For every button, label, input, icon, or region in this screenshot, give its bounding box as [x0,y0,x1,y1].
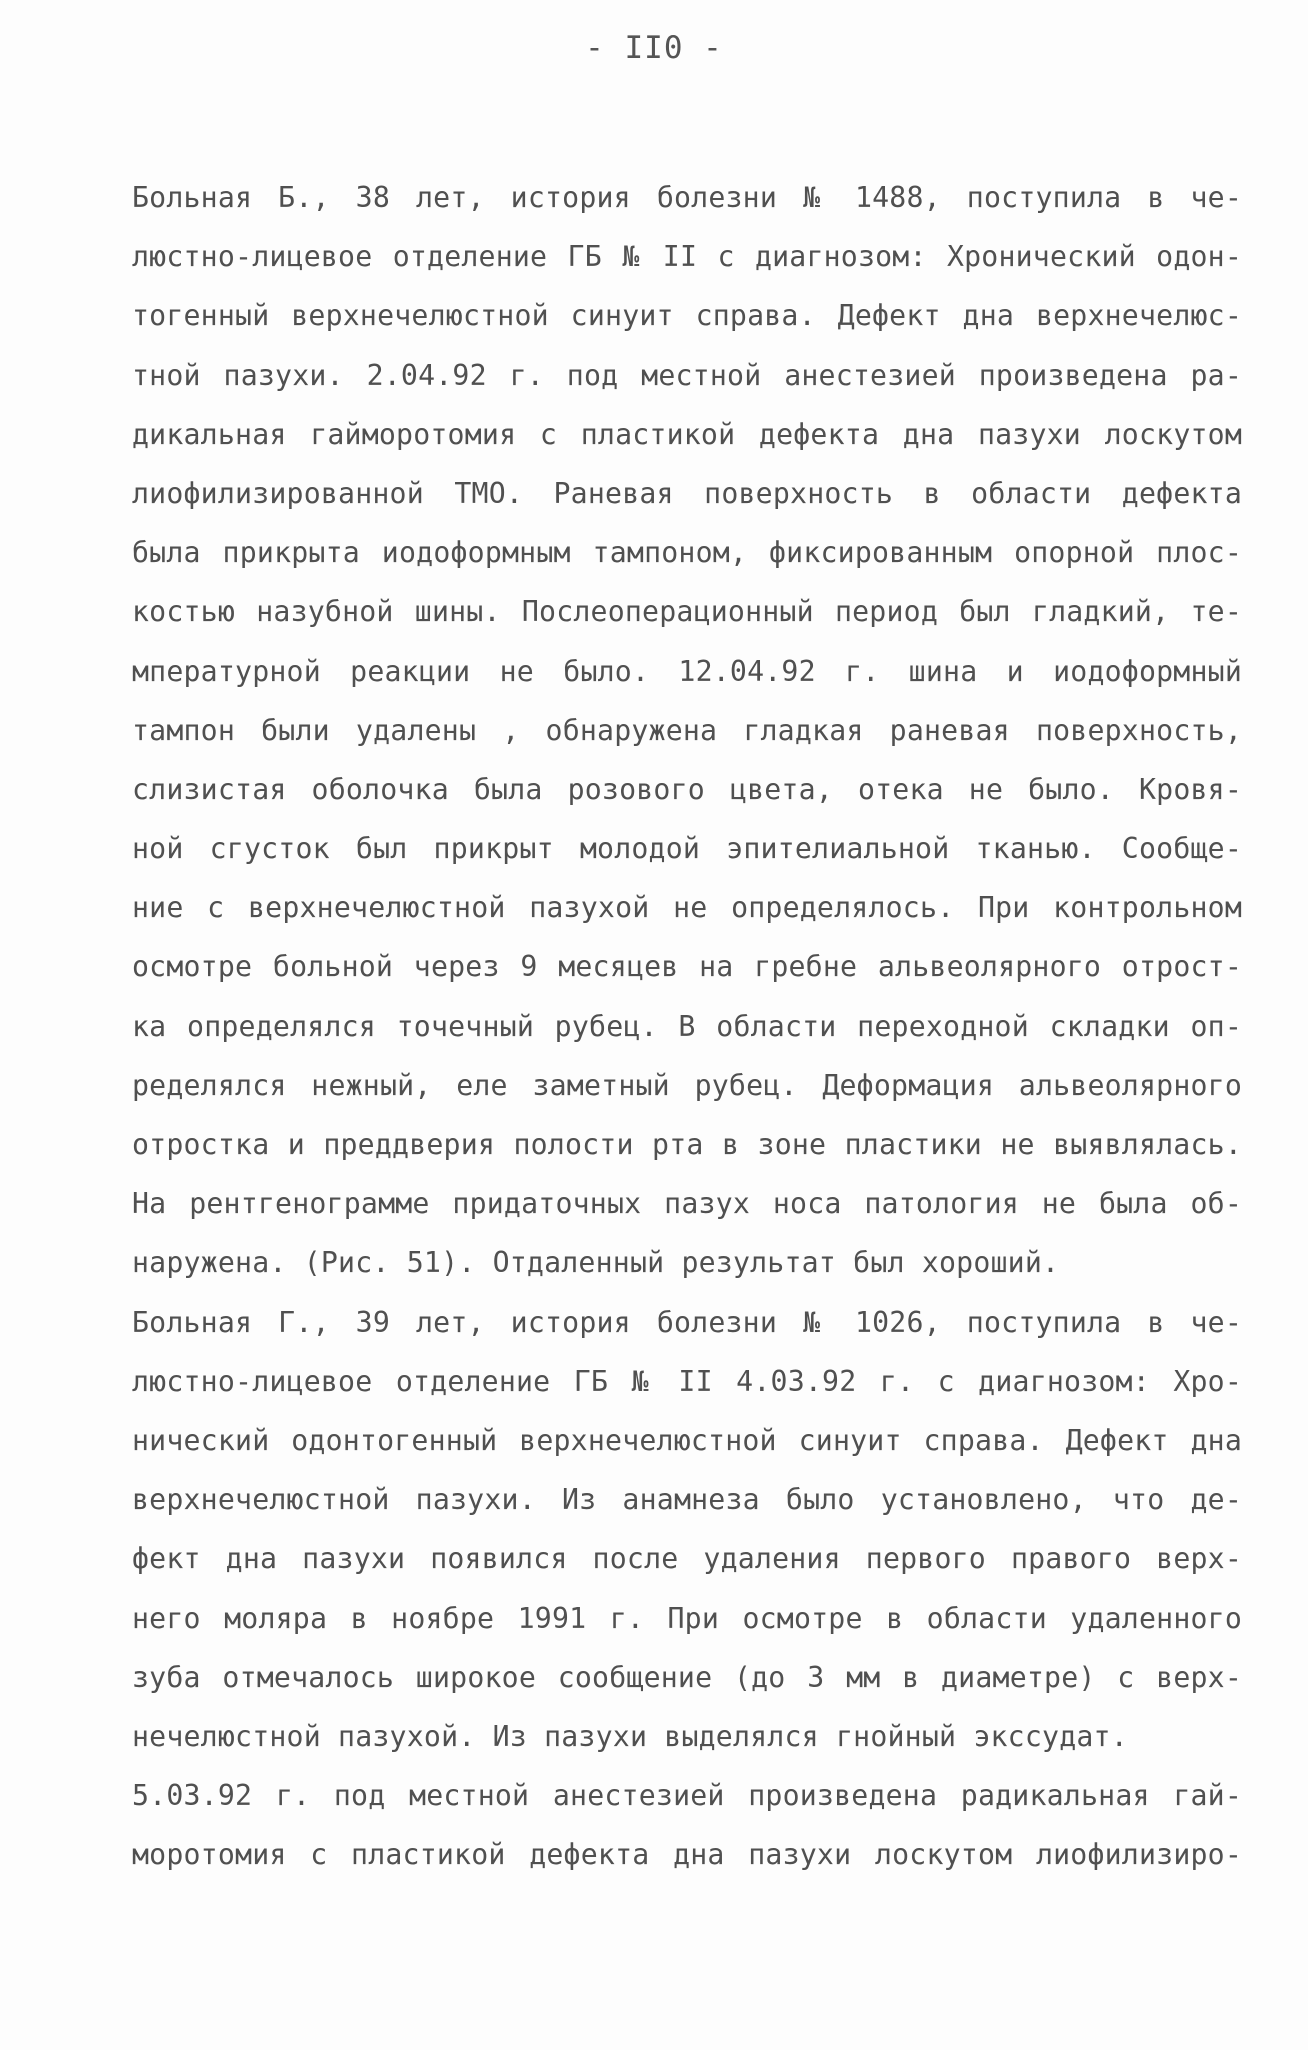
text-line: моротомия с пластикой дефекта дна пазухи лоскутом лиофилизиро- [132,1838,1242,1872]
text-line: тампон были удалены , обнаружена гладкая раневая поверхность, [132,713,1242,747]
text-line: костью назубной шины. Послеоперационный период был гладкий, те- [132,595,1242,629]
text-line: верхнечелюстной пазухи. Из анамнеза было установлено, что де- [132,1483,1242,1517]
text-line: тогенный верхнечелюстной синуит справа. Дефект дна верхнечелюс- [132,299,1242,333]
text-line: Больная Г., 39 лет, история болезни № 1026, поступила в че- [132,1305,1242,1339]
text-line: люстно-лицевое отделение ГБ № II с диагнозом: Хронический одон- [132,240,1242,274]
text-line: дикальная гайморотомия с пластикой дефекта дна пазухи лоскутом [132,417,1242,451]
text-line: нечелюстной пазухой. Из пазухи выделялся гнойный экссудат. [132,1719,1128,1753]
text-line: осмотре больной через 9 месяцев на гребне альвеолярного отрост- [132,950,1242,984]
text-line: 5.03.92 г. под местной анестезией произведена радикальная гай- [132,1779,1242,1813]
text-line: тной пазухи. 2.04.92 г. под местной анестезией произведена ра- [132,358,1242,392]
text-line: мпературной реакции не было. 12.04.92 г. шина и иодоформный [132,654,1242,688]
text-line: ние с верхнечелюстной пазухой не определялось. При контрольном [132,891,1242,925]
text-line: Больная Б., 38 лет, история болезни № 1488, поступила в че- [132,181,1242,214]
text-line: ной сгусток был прикрыт молодой эпителиальной тканью. Сообще- [132,832,1242,866]
text-line: него моляра в ноябре 1991 г. При осмотре в области удаленного [132,1601,1242,1635]
text-line: На рентгенограмме придаточных пазух носа патология не была об- [132,1187,1242,1221]
text-line: ределялся нежный, еле заметный рубец. Деформация альвеолярного [132,1068,1242,1102]
text-line: наружена. (Рис. 51). Отдаленный результат был хороший. [132,1246,1060,1280]
body-text [132,168,1242,1884]
text-line: лиофилизированной ТМО. Раневая поверхность в области дефекта [132,476,1242,510]
text-line: нический одонтогенный верхнечелюстной синуит справа. Дефект дна [132,1423,1242,1457]
text-line: отростка и преддверия полости рта в зоне пластики не выявлялась. [132,1128,1242,1161]
page-number: - II0 - [585,30,723,66]
text-line: фект дна пазухи появился после удаления первого правого верх- [132,1542,1242,1576]
text-line: ка определялся точечный рубец. В области переходной складки оп- [132,1009,1242,1043]
text-line: слизистая оболочка была розового цвета, отека не было. Кровя- [132,772,1242,806]
text-line: зуба отмечалось широкое сообщение (до 3 мм в диаметре) с верх- [132,1660,1242,1694]
text-line: люстно-лицевое отделение ГБ № II 4.03.92 г. с диагнозом: Хро- [132,1364,1242,1398]
text-line: была прикрыта иодоформным тампоном, фиксированным опорной плос- [132,536,1242,570]
